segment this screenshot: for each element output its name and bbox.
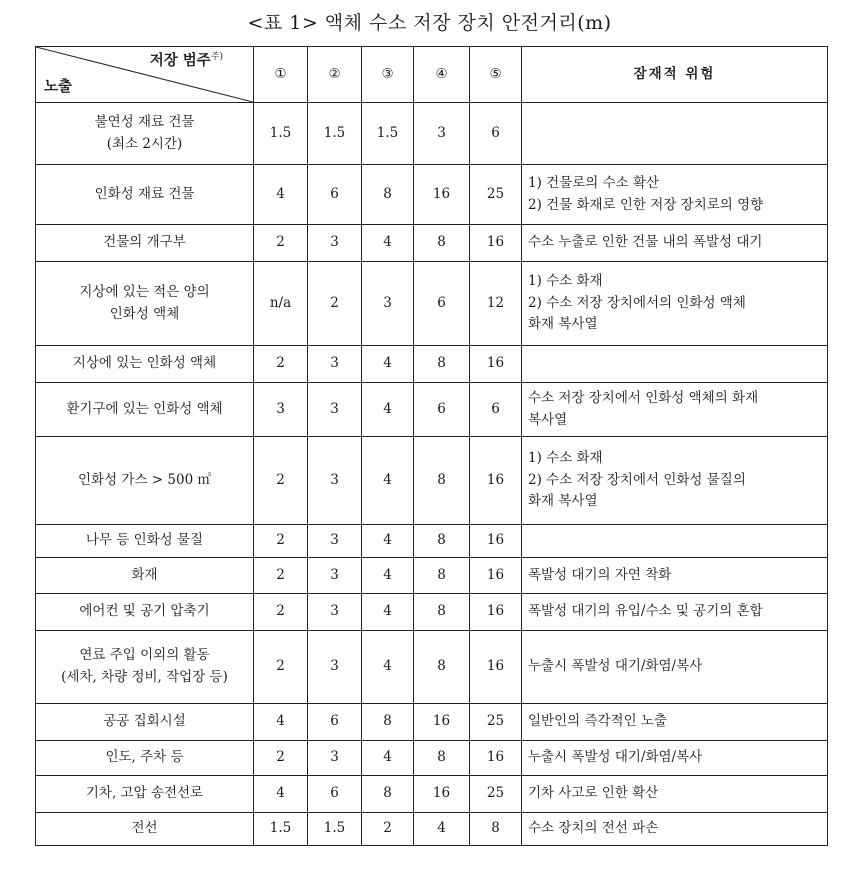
exposure-cell xyxy=(36,594,254,631)
category-1-header: ① xyxy=(254,47,308,103)
distance-cell-category-2: 3 xyxy=(308,383,362,437)
distance-cell-category-5: 12 xyxy=(470,262,522,346)
exposure-text: 연료 주입 이외의 활동 xyxy=(79,647,210,664)
exposure-cell xyxy=(36,262,254,346)
distance-cell-category-3: 4 xyxy=(362,594,414,631)
risk-text: 화재 복사열 xyxy=(528,493,598,510)
risk-cell xyxy=(522,525,828,558)
distance-cell-category-5: 25 xyxy=(470,165,522,225)
risk-cell xyxy=(522,776,828,813)
distance-cell-category-1: 4 xyxy=(254,704,308,741)
distance-cell-category-3: 4 xyxy=(362,525,414,558)
exposure-text: 공공 집회시설 xyxy=(103,713,186,730)
exposure-cell xyxy=(36,741,254,776)
distance-cell-category-5: 16 xyxy=(470,558,522,594)
distance-cell-category-1: 2 xyxy=(254,525,308,558)
table-row xyxy=(36,383,828,437)
table-row xyxy=(36,741,828,776)
category-4-header: ④ xyxy=(414,47,470,103)
distance-cell-category-2: 6 xyxy=(308,704,362,741)
exposure-text: 환기구에 있는 인화성 액체 xyxy=(66,400,223,417)
distance-cell-category-5: 25 xyxy=(470,704,522,741)
risk-cell xyxy=(522,346,828,383)
table-row xyxy=(36,631,828,704)
distance-cell-category-4: 6 xyxy=(414,262,470,346)
distance-cell-category-3: 8 xyxy=(362,776,414,813)
risk-text: 2) 수소 저장 장치에서의 인화성 액체 xyxy=(528,294,746,311)
distance-cell-category-5: 8 xyxy=(470,813,522,846)
exposure-cell xyxy=(36,631,254,704)
distance-cell-category-4: 3 xyxy=(414,103,470,165)
exposure-text: 건물의 개구부 xyxy=(103,234,186,251)
distance-cell-category-2: 1.5 xyxy=(308,103,362,165)
risk-cell xyxy=(522,165,828,225)
risk-text: 2) 건물 화재로 인한 저장 장치로의 영향 xyxy=(528,196,764,213)
distance-cell-category-1: 1.5 xyxy=(254,813,308,846)
risk-cell xyxy=(522,262,828,346)
distance-cell-category-1: 3 xyxy=(254,383,308,437)
distance-cell-category-4: 8 xyxy=(414,346,470,383)
risk-cell xyxy=(522,225,828,262)
risk-cell xyxy=(522,383,828,437)
distance-cell-category-3: 4 xyxy=(362,225,414,262)
distance-cell-category-2: 3 xyxy=(308,594,362,631)
distance-cell-category-3: 4 xyxy=(362,383,414,437)
distance-cell-category-2: 3 xyxy=(308,225,362,262)
table-row xyxy=(36,704,828,741)
risk-text: 1) 건물로의 수소 확산 xyxy=(528,174,660,191)
distance-cell-category-3: 2 xyxy=(362,813,414,846)
exposure-cell xyxy=(36,103,254,165)
note-mark: 주) xyxy=(210,52,223,63)
safety-distance-table xyxy=(35,46,828,846)
exposure-text: 화재 xyxy=(131,566,158,583)
distance-cell-category-1: 4 xyxy=(254,776,308,813)
distance-cell-category-3: 8 xyxy=(362,704,414,741)
risk-cell xyxy=(522,103,828,165)
table-row xyxy=(36,813,828,846)
risk-text: 누출시 폭발성 대기/화염/복사 xyxy=(528,658,703,675)
distance-cell-category-5: 16 xyxy=(470,741,522,776)
distance-cell-category-1: 2 xyxy=(254,594,308,631)
distance-cell-category-1: n/a xyxy=(254,262,308,346)
exposure-cell xyxy=(36,776,254,813)
distance-cell-category-5: 16 xyxy=(470,225,522,262)
distance-cell-category-4: 8 xyxy=(414,631,470,704)
category-2-header: ② xyxy=(308,47,362,103)
header-diagonal-cell xyxy=(36,47,254,103)
risk-text: 폭발성 대기의 유입/수소 및 공기의 혼합 xyxy=(528,603,763,620)
exposure-text: 인화성 재료 건물 xyxy=(94,185,195,202)
table-caption: <표 1> 액체 수소 저장 장치 안전거리(m) xyxy=(247,12,612,34)
risk-cell xyxy=(522,558,828,594)
table-row xyxy=(36,594,828,631)
distance-cell-category-1: 1.5 xyxy=(254,103,308,165)
risk-cell xyxy=(522,704,828,741)
risk-text: 수소 저장 장치에서 인화성 액체의 화재 xyxy=(528,389,759,406)
exposure-text: 전선 xyxy=(131,820,158,837)
exposure-label: 노출 xyxy=(44,77,73,95)
exposure-cell xyxy=(36,558,254,594)
table-row xyxy=(36,103,828,165)
distance-cell-category-2: 2 xyxy=(308,262,362,346)
distance-cell-category-2: 3 xyxy=(308,741,362,776)
distance-cell-category-4: 6 xyxy=(414,383,470,437)
distance-cell-category-2: 1.5 xyxy=(308,813,362,846)
distance-cell-category-1: 4 xyxy=(254,165,308,225)
exposure-text: 나무 등 인화성 물질 xyxy=(85,532,204,549)
risk-text: 1) 수소 화재 xyxy=(528,450,603,467)
distance-cell-category-5: 16 xyxy=(470,631,522,704)
exposure-text: 에어컨 및 공기 압축기 xyxy=(79,603,210,620)
table-row xyxy=(36,437,828,525)
exposure-text: 인도, 주차 등 xyxy=(105,749,184,766)
exposure-text: 지상에 있는 인화성 액체 xyxy=(72,355,217,372)
distance-cell-category-3: 3 xyxy=(362,262,414,346)
risk-text: 기차 사고로 인한 확산 xyxy=(528,785,659,802)
risk-text: 폭발성 대기의 자연 착화 xyxy=(528,566,672,583)
distance-cell-category-4: 8 xyxy=(414,437,470,525)
risk-header: 잠재적 위험 xyxy=(522,47,828,103)
exposure-cell xyxy=(36,704,254,741)
table-row xyxy=(36,776,828,813)
distance-cell-category-1: 2 xyxy=(254,741,308,776)
exposure-text: 인화성 액체 xyxy=(109,305,180,322)
distance-cell-category-2: 3 xyxy=(308,558,362,594)
distance-cell-category-1: 2 xyxy=(254,346,308,383)
distance-cell-category-4: 8 xyxy=(414,741,470,776)
risk-cell xyxy=(522,741,828,776)
risk-cell xyxy=(522,631,828,704)
table-row xyxy=(36,525,828,558)
distance-cell-category-2: 3 xyxy=(308,346,362,383)
risk-text: 수소 장치의 전선 파손 xyxy=(528,820,659,837)
distance-cell-category-4: 16 xyxy=(414,704,470,741)
distance-cell-category-4: 16 xyxy=(414,776,470,813)
exposure-cell xyxy=(36,813,254,846)
exposure-cell xyxy=(36,437,254,525)
distance-cell-category-3: 1.5 xyxy=(362,103,414,165)
distance-cell-category-3: 4 xyxy=(362,631,414,704)
exposure-text: 기차, 고압 송전선로 xyxy=(85,785,204,802)
table-row xyxy=(36,558,828,594)
distance-cell-category-2: 3 xyxy=(308,525,362,558)
table-row xyxy=(36,165,828,225)
risk-cell xyxy=(522,437,828,525)
storage-category-label: 저장 범주$^{주)}$ xyxy=(149,52,223,69)
risk-text: 1) 수소 화재 xyxy=(528,273,603,290)
exposure-text: (최소 2시간) xyxy=(106,135,183,152)
distance-cell-category-5: 16 xyxy=(470,525,522,558)
exposure-text: 지상에 있는 적은 양의 xyxy=(79,283,210,300)
distance-cell-category-5: 6 xyxy=(470,103,522,165)
distance-cell-category-3: 4 xyxy=(362,437,414,525)
distance-cell-category-4: 8 xyxy=(414,225,470,262)
exposure-cell xyxy=(36,346,254,383)
risk-text: 일반인의 즉각적인 노출 xyxy=(528,713,667,730)
category-3-header: ③ xyxy=(362,47,414,103)
distance-cell-category-3: 4 xyxy=(362,558,414,594)
risk-cell xyxy=(522,594,828,631)
exposure-text: 인화성 가스 > 500 ㎥ xyxy=(78,471,211,488)
risk-text: 화재 복사열 xyxy=(528,316,598,333)
distance-cell-category-3: 4 xyxy=(362,346,414,383)
exposure-cell xyxy=(36,165,254,225)
distance-cell-category-2: 3 xyxy=(308,631,362,704)
distance-cell-category-4: 8 xyxy=(414,558,470,594)
distance-cell-category-5: 6 xyxy=(470,383,522,437)
distance-cell-category-5: 16 xyxy=(470,594,522,631)
distance-cell-category-3: 8 xyxy=(362,165,414,225)
distance-cell-category-5: 25 xyxy=(470,776,522,813)
exposure-text: (세차, 차량 정비, 작업장 등) xyxy=(61,669,228,685)
distance-cell-category-4: 8 xyxy=(414,525,470,558)
exposure-cell xyxy=(36,225,254,262)
table-row xyxy=(36,262,828,346)
distance-cell-category-4: 16 xyxy=(414,165,470,225)
risk-text: 복사열 xyxy=(528,411,568,428)
risk-text: 수소 누출로 인한 건물 내의 폭발성 대기 xyxy=(528,234,763,251)
distance-cell-category-1: 2 xyxy=(254,437,308,525)
risk-text: 2) 수소 저장 장치에서 인화성 물질의 xyxy=(528,471,746,488)
distance-cell-category-5: 16 xyxy=(470,437,522,525)
exposure-text: 불연성 재료 건물 xyxy=(94,113,195,130)
header-row xyxy=(36,47,828,103)
distance-cell-category-5: 16 xyxy=(470,346,522,383)
distance-cell-category-1: 2 xyxy=(254,631,308,704)
exposure-cell xyxy=(36,525,254,558)
distance-cell-category-4: 8 xyxy=(414,594,470,631)
category-5-header: ⑤ xyxy=(470,47,522,103)
risk-text: 누출시 폭발성 대기/화염/복사 xyxy=(528,749,703,766)
distance-cell-category-3: 4 xyxy=(362,741,414,776)
distance-cell-category-4: 4 xyxy=(414,813,470,846)
risk-cell xyxy=(522,813,828,846)
table-row xyxy=(36,346,828,383)
distance-cell-category-2: 3 xyxy=(308,437,362,525)
exposure-cell xyxy=(36,383,254,437)
table-row xyxy=(36,225,828,262)
distance-cell-category-2: 6 xyxy=(308,776,362,813)
distance-cell-category-2: 6 xyxy=(308,165,362,225)
distance-cell-category-1: 2 xyxy=(254,225,308,262)
distance-cell-category-1: 2 xyxy=(254,558,308,594)
